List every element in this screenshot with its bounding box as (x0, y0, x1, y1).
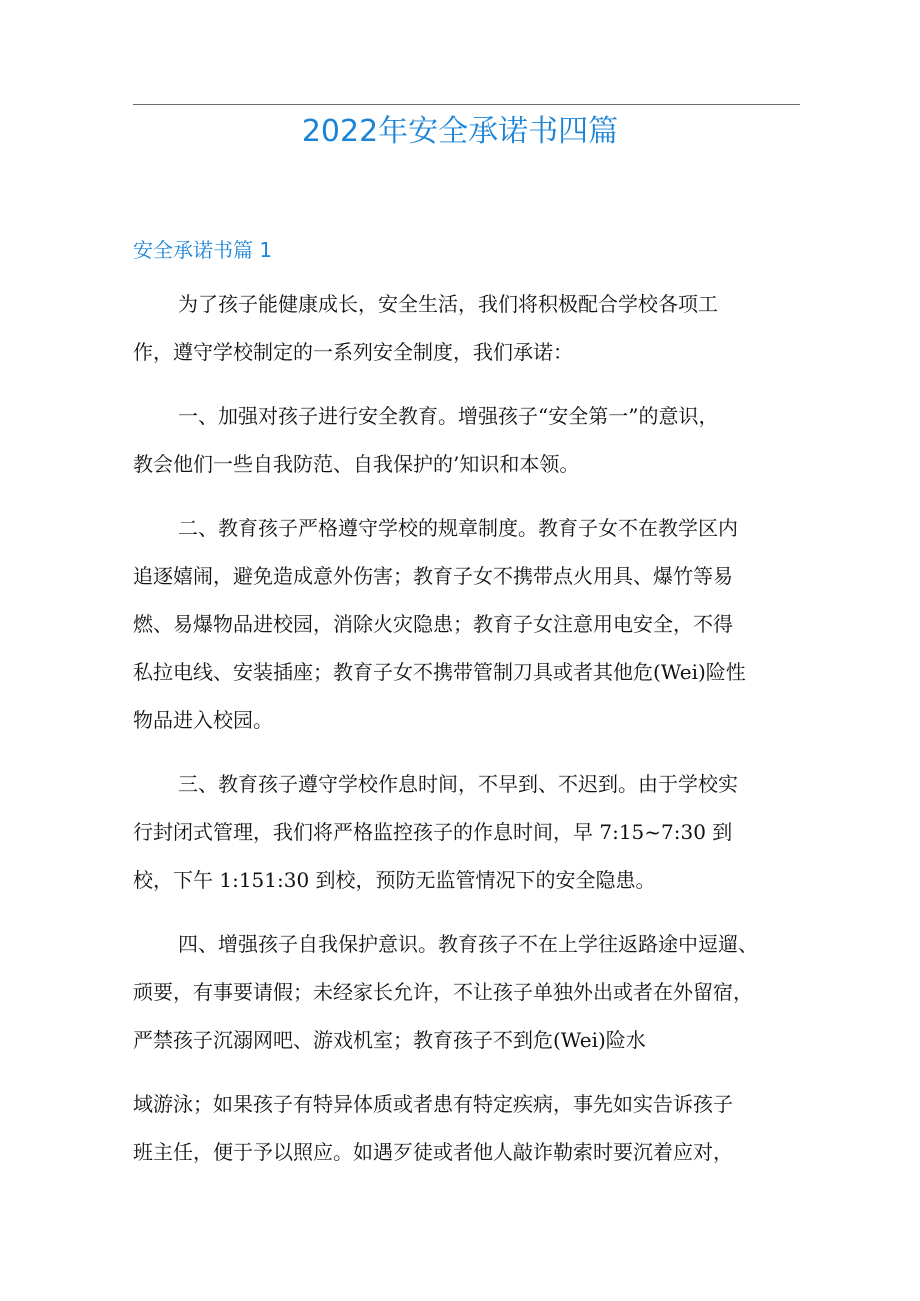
text-line: 班主任，便于予以照应。如遇歹徒或者他人敲诈勒索时要沉着应对， (133, 1140, 733, 1164)
text-line: 三、教育孩子遵守学校作息时间，不早到、不迟到。由于学校实 (178, 772, 738, 796)
text-line: 行封闭式管理，我们将严格监控孩子的作息时间，早 7:15~7:30 到 (133, 820, 733, 844)
text-line: 为了孩子能健康成长，安全生活，我们将积极配合学校各项工 (178, 292, 718, 316)
text-line: 一、加强对孩子进行安全教育。增强孩子“安全第一”的意识， (178, 404, 719, 428)
text-line: 物品进入校园。 (133, 708, 273, 732)
paragraph-item-3 (133, 760, 813, 904)
text-line: 校，下午 1:151:30 到校，预防无监管情况下的安全隐患。 (133, 868, 656, 892)
text-line: 追逐嬉闹，避免造成意外伤害；教育子女不携带点火用具、爆竹等易 (133, 564, 733, 588)
text-line: 燃、易爆物品进校园，消除火灾隐患；教育子女注意用电安全，不得 (133, 612, 733, 636)
text-line: 顽要，有事要请假；未经家长允许，不让孩子单独外出或者在外留宿， (133, 980, 753, 1004)
paragraph-item-1 (133, 392, 813, 488)
text-line: 教会他们一些自我防范、自我保护的’知识和本领。 (133, 452, 580, 476)
document-title: 2022年安全承诺书四篇 (301, 114, 619, 149)
document-body (133, 280, 813, 1192)
paragraph-item-4 (133, 920, 813, 1064)
text-line: 严禁孩子沉溺网吧、游戏机室；教育孩子不到危(Wei)险水 (133, 1028, 646, 1052)
paragraph-item-2 (133, 504, 813, 744)
text-line: 二、教育孩子严格遵守学校的规章制度。教育子女不在教学区内 (178, 516, 738, 540)
paragraph-item-4-continued (133, 1080, 813, 1176)
section-heading: 安全承诺书篇 1 (133, 238, 273, 262)
header-rule (133, 104, 800, 105)
text-line: 私拉电线、安装插座；教育子女不携带管制刀具或者其他危(Wei)险性 (133, 660, 746, 684)
text-line: 作，遵守学校制定的一系列安全制度，我们承诺： (133, 340, 573, 364)
paragraph-intro (133, 280, 813, 376)
text-line: 域游泳；如果孩子有特异体质或者患有特定疾病，事先如实告诉孩子 (133, 1092, 733, 1116)
text-line: 四、增强孩子自我保护意识。教育孩子不在上学往返路途中逗遛、 (178, 932, 758, 956)
